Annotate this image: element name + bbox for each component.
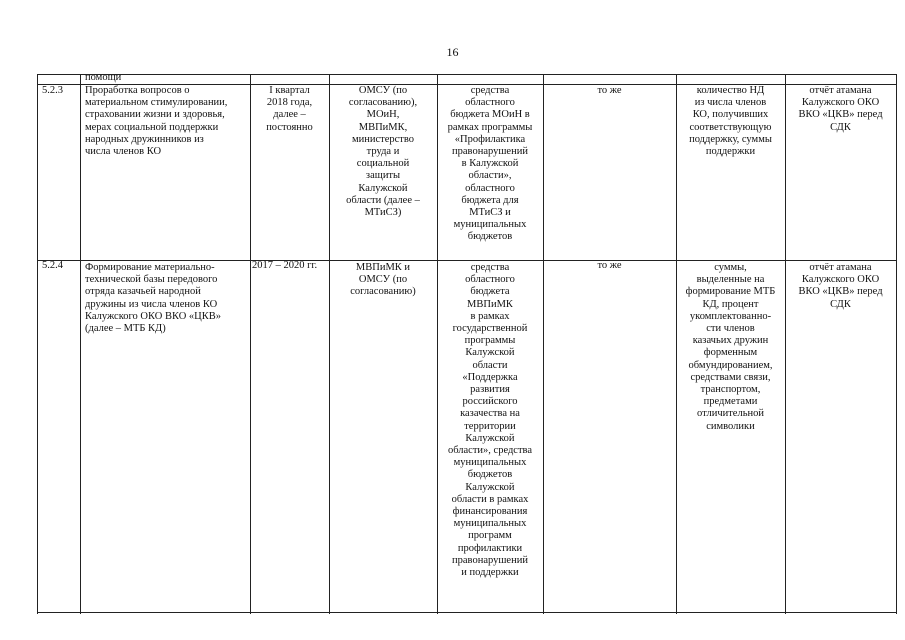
page-number: 16: [446, 45, 459, 59]
table-bottom-border: [38, 612, 896, 613]
funding-source: средства областного бюджета МОиН в рамках программы «Профилактика правонарушений в Калужской области», областного бюджета для МТиСЗ и муниципальных бюджетов: [447, 85, 533, 243]
column-divider: [543, 74, 544, 614]
row-divider: [38, 260, 896, 261]
column-divider: [80, 74, 81, 614]
executors: МВПиМК и ОМСУ (по согласованию): [350, 262, 416, 298]
column-divider: [785, 74, 786, 614]
row-number: 5.2.3: [42, 85, 63, 96]
funding-amount: то же: [597, 85, 622, 96]
row-number: 5.2.4: [42, 260, 63, 271]
measure-title: Формирование материально- технической базы передового отряда казачьей народной дружины из числа членов КО Калужского ОКО ВКО «ЦКВ» (далее – МТБ КД): [85, 262, 222, 335]
plan-table: [37, 74, 897, 614]
indicator: количество НД из числа членов КО, получивших соответствующую поддержку, суммы поддержки: [689, 85, 772, 158]
term: I квартал 2018 года, далее – постоянно: [266, 85, 313, 133]
funding-source: средства областного бюджета МВПиМК в рамках государственной программы Калужской области «Поддержка развития российского казачества на территории Калужской области», средства муниципальных бюджетов Калужской области в рамках финансирования муниципальных программ профилактики правонарушений и поддержки: [447, 262, 533, 579]
continuation-text: помощи: [85, 72, 122, 83]
executors: ОМСУ (по согласованию), МОиН, МВПиМК, министерство труда и социальной защиты Калужской области (далее – МТиСЗ): [346, 85, 420, 219]
term: 2017 – 2020 гг.: [252, 260, 318, 271]
indicator: суммы, выделенные на формирование МТБ КД, процент укомплектованно- сти членов казачьих дружин форменным обмундированием, средствами связи, транспортом, предметами отличительной символики: [685, 262, 776, 432]
report-form: отчёт атамана Калужского ОКО ВКО «ЦКВ» перед СДК: [798, 85, 883, 133]
column-divider: [250, 74, 251, 614]
funding-amount: то же: [597, 260, 622, 271]
report-form: отчёт атамана Калужского ОКО ВКО «ЦКВ» перед СДК: [798, 262, 883, 310]
measure-title: Проработка вопросов о материальном стимулировании, страховании жизни и здоровья, мерах социальной поддержки народных дружинников из числа членов КО: [85, 85, 228, 158]
